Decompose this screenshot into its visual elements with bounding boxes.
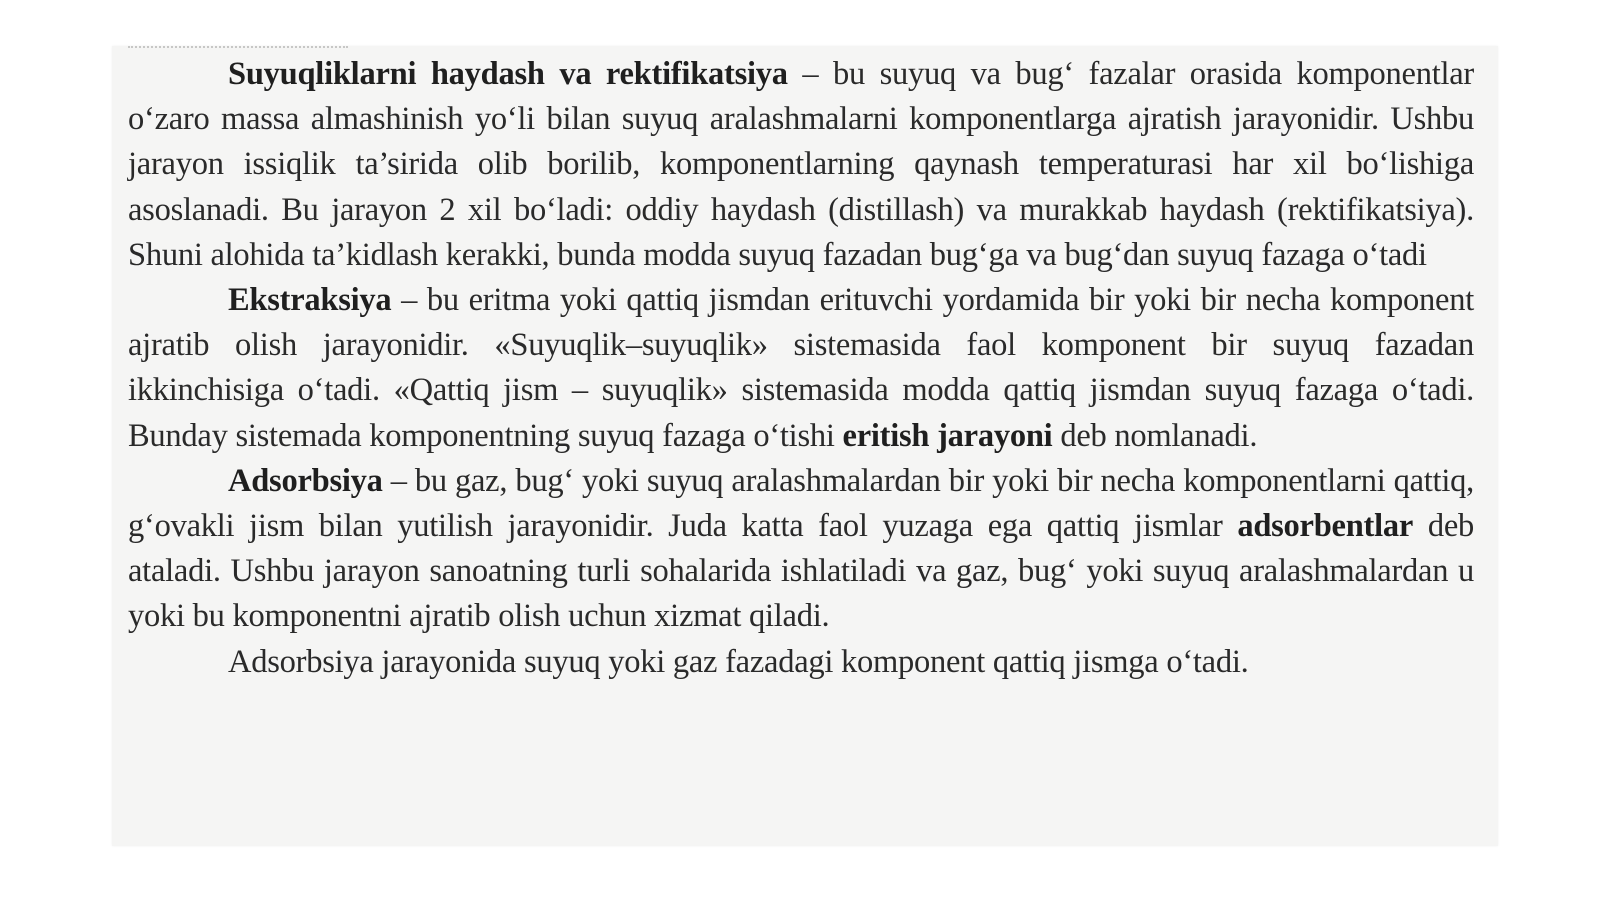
term-distillation: Suyuqliklarni haydash va rektifikatsiya: [228, 56, 788, 92]
paragraph-adsorption-summary-text: Adsorbsiya jarayonida suyuq yoki gaz fazadagi komponent qattiq jismga o‘tadi.: [228, 643, 1249, 680]
paragraph-adsorption-text: – bu gaz, bug‘ yoki suyuq aralashmalardan bir yoki bir necha komponentlarni qattiq, g‘ovakli jism bilan yutilish jarayonidir. Juda katta faol yuzaga ega qattiq jismlar: [128, 462, 1474, 545]
paragraph-extraction: [128, 278, 1474, 459]
term-adsorbents: adsorbentlar: [1237, 508, 1414, 545]
paragraph-extraction-text-end: deb nomlanadi.: [1052, 417, 1258, 454]
paragraph-extraction-text: – bu eritma yoki qattiq jismdan erituvchi yordamida bir yoki bir necha komponent ajratib olish jarayonidir. «Suyuqlik–suyuqlik» sistemasida faol komponent bir suyuq fazadan ikkinchisiga o‘tadi. «Qattiq jism – suyuqlik» sistemasida modda qattiq jismdan suyuq fazaga o‘tadi. Bunday sistemada komponentning suyuq fazaga o‘tishi: [128, 282, 1474, 454]
scan-artifact-line: [128, 46, 348, 51]
term-adsorption: Adsorbsiya: [228, 462, 383, 499]
paragraph-adsorption-text-end: deb ataladi. Ushbu jarayon sanoatning turli sohalarida ishlatiladi va gaz, bug‘ yoki suyuq aralashmalardan u yoki bu komponentni ajratib olish uchun xizmat qiladi.: [128, 508, 1474, 635]
term-extraction: Ekstraksiya: [228, 282, 392, 319]
term-dissolution-process: eritish jarayoni: [842, 417, 1053, 454]
paragraph-adsorption: [128, 459, 1474, 640]
paragraph-distillation: [128, 52, 1474, 278]
paragraph-adsorption-summary: [128, 640, 1474, 685]
paragraph-distillation-text: – bu suyuq va bug‘ fazalar orasida komponentlar o‘zaro massa almashinish yo‘li bilan suyuq aralashmalarni komponentlarga ajratish jarayonidir. Ushbu jarayon issiqlik ta’sirida olib borilib, komponentlarning qaynash temperaturasi har xil bo‘lishiga asoslanadi. Bu jarayon 2 xil bo‘ladi: oddiy haydash (distillash) va murakkab haydash (rektifikatsiya). Shuni alohida ta’kidlash kerakki, bunda modda suyuq fazadan bug‘ga va bug‘dan suyuq fazaga o‘tadi: [128, 56, 1474, 273]
document-body: [128, 52, 1474, 685]
